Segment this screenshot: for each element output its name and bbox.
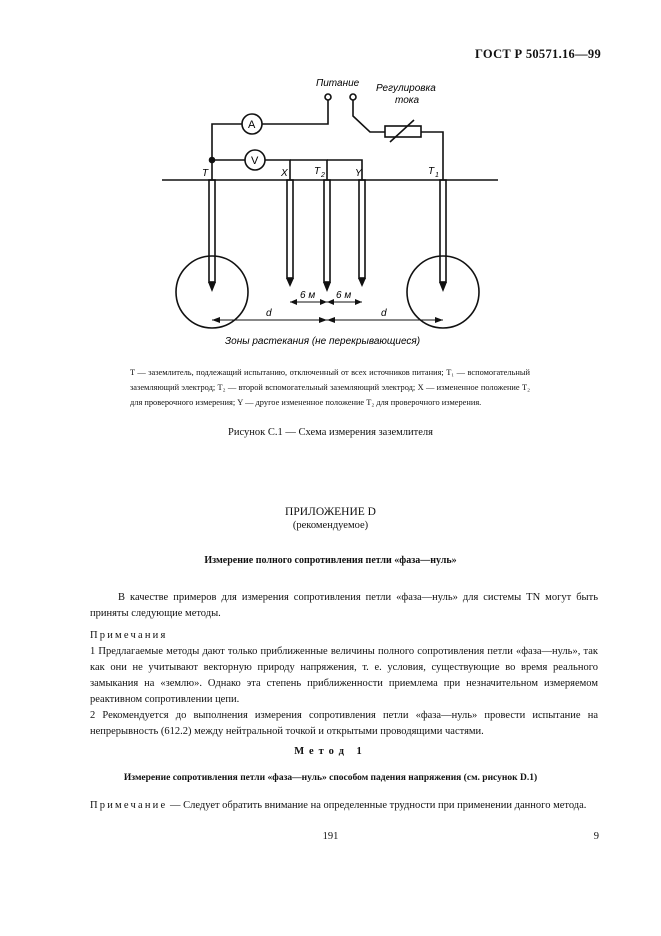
- label-d-right: d: [381, 308, 387, 319]
- power-terminal-left: [325, 94, 331, 100]
- notes-heading: Примечания: [90, 630, 168, 641]
- rheostat-resistor: [385, 126, 421, 137]
- method-note-label: Примечание: [90, 800, 168, 811]
- label-zones: Зоны растекания (не перекрывающиеся): [225, 336, 421, 347]
- label-6m-right: 6 м: [336, 290, 352, 301]
- method-note: [90, 798, 598, 814]
- label-ammeter: A: [248, 119, 256, 131]
- method-title: Метод 1: [294, 746, 367, 757]
- notes-block: [90, 628, 598, 740]
- method-note-text: — Следует обратить внимание на определенные трудности при применении данного метода.: [167, 800, 587, 811]
- label-x: X: [281, 168, 288, 179]
- rod-x: [287, 180, 293, 278]
- rod-t1: [440, 180, 446, 282]
- intro-paragraph: [90, 590, 598, 622]
- page-right-number: 9: [593, 831, 599, 842]
- appendix-title: ПРИЛОЖЕНИЕ D: [285, 506, 376, 518]
- figure-caption: Рисунок С.1 — Схема измерения заземлителя: [228, 427, 433, 438]
- rod-t: [209, 180, 215, 282]
- label-6m-left: 6 м: [300, 290, 316, 301]
- section-title: Измерение полного сопротивления петли «фаза—нуль»: [204, 555, 457, 566]
- label-y: Y: [355, 168, 362, 179]
- label-voltmeter: V: [251, 155, 259, 167]
- appendix-subtitle: (рекомендуемое): [292, 520, 369, 531]
- intro-text: В качестве примеров для измерения сопротивления петли «фаза—нуль» для системы TN могут быть приняты следующие методы.: [90, 592, 598, 619]
- grounding-measurement-diagram: [150, 70, 520, 360]
- label-d-left: d: [266, 308, 272, 319]
- label-t: T: [202, 168, 209, 179]
- label-t2-sub: 2: [321, 172, 325, 179]
- label-current-reg-2: тока: [395, 95, 420, 106]
- label-t1: T: [428, 166, 435, 177]
- legend-text: T — заземлитель, подлежащий испытанию, отключенный от всех источников питания; T₁ — вспомогательный заземляющий электрод; T₂ — второй вспомогательный заземляющий электрод; X — измененное положение T₂ для проверочного измерения; Y — другое измененное положение T₂ для проверочного измерения.: [130, 368, 530, 407]
- figure-legend: [130, 365, 530, 410]
- power-terminal-right: [350, 94, 356, 100]
- label-current-reg-1: Регулировка: [376, 83, 436, 94]
- note-1: 1 Предлагаемые методы дают только приближенные величины полного сопротивления петли «фаза—нуль», так как они не учитывают векторную природу напряжения, т. е. условия, существующие во время реального замыкания на «землю». Однако эта степень приближенности приемлема при незначительном измеряемом реактивном сопротивлении цепи.: [90, 646, 598, 705]
- label-t1-sub: 1: [435, 172, 439, 179]
- label-t2: T: [314, 166, 321, 177]
- page-number: 191: [322, 831, 339, 842]
- rod-y: [359, 180, 365, 278]
- document-header: ГОСТ Р 50571.16—99: [474, 47, 601, 61]
- rod-t2: [324, 180, 330, 282]
- note-2: 2 Рекомендуется до выполнения измерения сопротивления петли «фаза—нуль» провести испытание на непрерывность (612.2) между нейтральной точкой и открытыми проводящими частями.: [90, 710, 598, 737]
- method-subtitle: Измерение сопротивления петли «фаза—нуль» способом падения напряжения (см. рисунок D.1): [123, 773, 538, 783]
- label-power: Питание: [316, 78, 360, 89]
